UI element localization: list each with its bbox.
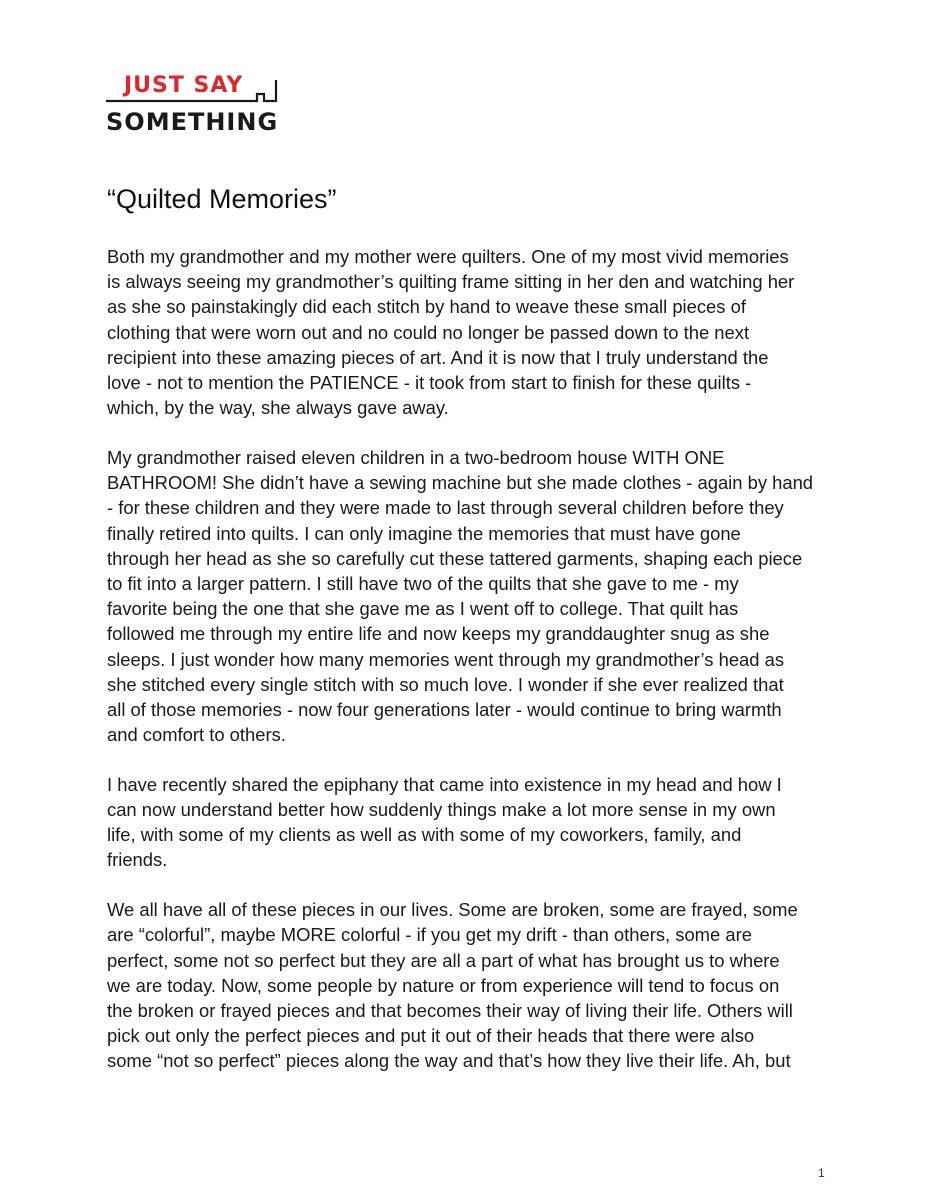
text-line: life, with some of my clients as well as with some of my coworkers, family, and bbox=[107, 824, 742, 846]
text-line: and comfort to others. bbox=[107, 724, 286, 746]
paragraph bbox=[107, 772, 847, 873]
text-line: pick out only the perfect pieces and put it out of their heads that there were also bbox=[107, 1025, 755, 1047]
text-line: we are today. Now, some people by nature or from experience will tend to focus on bbox=[107, 974, 780, 996]
text-line: love - not to mention the PATIENCE - it took from start to finish for these quilts - bbox=[107, 372, 752, 394]
page-number: 1 bbox=[818, 1166, 825, 1180]
text-line: finally retired into quilts. I can only imagine the memories that must have gone bbox=[107, 522, 741, 544]
text-line: We all have all of these pieces in our lives. Some are broken, some are frayed, some bbox=[107, 899, 798, 921]
paragraph bbox=[107, 445, 847, 747]
text-line: clothing that were worn out and no could no longer be passed down to the next bbox=[107, 321, 750, 343]
text-line: the broken or frayed pieces and that becomes their way of living their life. Others will bbox=[107, 999, 793, 1021]
text-line: perfect, some not so perfect but they are all a part of what has brought us to where bbox=[107, 949, 780, 971]
paragraph bbox=[107, 244, 847, 420]
document-title: “Quilted Memories” bbox=[107, 184, 337, 214]
text-line: favorite being the one that she gave me as I went off to college. That quilt has bbox=[107, 598, 739, 620]
logo bbox=[106, 70, 296, 134]
text-line: all of those memories - now four generations later - would continue to bring warmth bbox=[107, 698, 782, 720]
text-line: Both my grandmother and my mother were quilters. One of my most vivid memories bbox=[107, 246, 789, 267]
text-line: she stitched every single stitch with so much love. I wonder if she ever realized that bbox=[107, 673, 784, 695]
just-say-something-logo bbox=[106, 70, 296, 134]
text-line: to fit into a larger pattern. I still have two of the quilts that she gave to me - my bbox=[107, 572, 739, 594]
text-line: some “not so perfect” pieces along the way and that’s how they live their life. Ah, but bbox=[107, 1050, 791, 1072]
text-line: as she so painstakingly did each stitch by hand to weave these small pieces of bbox=[107, 296, 746, 318]
logo-line2: SOMETHING bbox=[106, 108, 279, 134]
logo-line1: JUST SAY bbox=[124, 73, 244, 98]
text-line: My grandmother raised eleven children in a two-bedroom house WITH ONE bbox=[107, 446, 725, 468]
text-line: BATHROOM! She didn’t have a sewing machine but she made clothes - again by hand bbox=[107, 472, 814, 494]
text-line: are “colorful”, maybe MORE colorful - if you get my drift - than others, some are bbox=[107, 924, 752, 946]
text-line: sleeps. I just wonder how many memories went through my grandmother’s head as bbox=[107, 648, 785, 670]
text-line: friends. bbox=[107, 849, 168, 871]
text-line: - for these children and they were made to last through several children before they bbox=[107, 497, 784, 519]
text-line: followed me through my entire life and now keeps my granddaughter snug as she bbox=[107, 623, 770, 645]
text-line: is always seeing my grandmother’s quilting frame sitting in her den and watching her bbox=[107, 271, 795, 293]
document-body bbox=[107, 244, 847, 1098]
text-line: can now understand better how suddenly things make a lot more sense in my own bbox=[107, 799, 776, 821]
paragraph bbox=[107, 897, 847, 1073]
text-line: I have recently shared the epiphany that came into existence in my head and how I bbox=[107, 773, 782, 795]
text-line: which, by the way, she always gave away. bbox=[107, 397, 449, 419]
text-line: recipient into these amazing pieces of art. And it is now that I truly understand the bbox=[107, 346, 769, 368]
text-line: through her head as she so carefully cut these tattered garments, shaping each piece bbox=[107, 547, 803, 569]
